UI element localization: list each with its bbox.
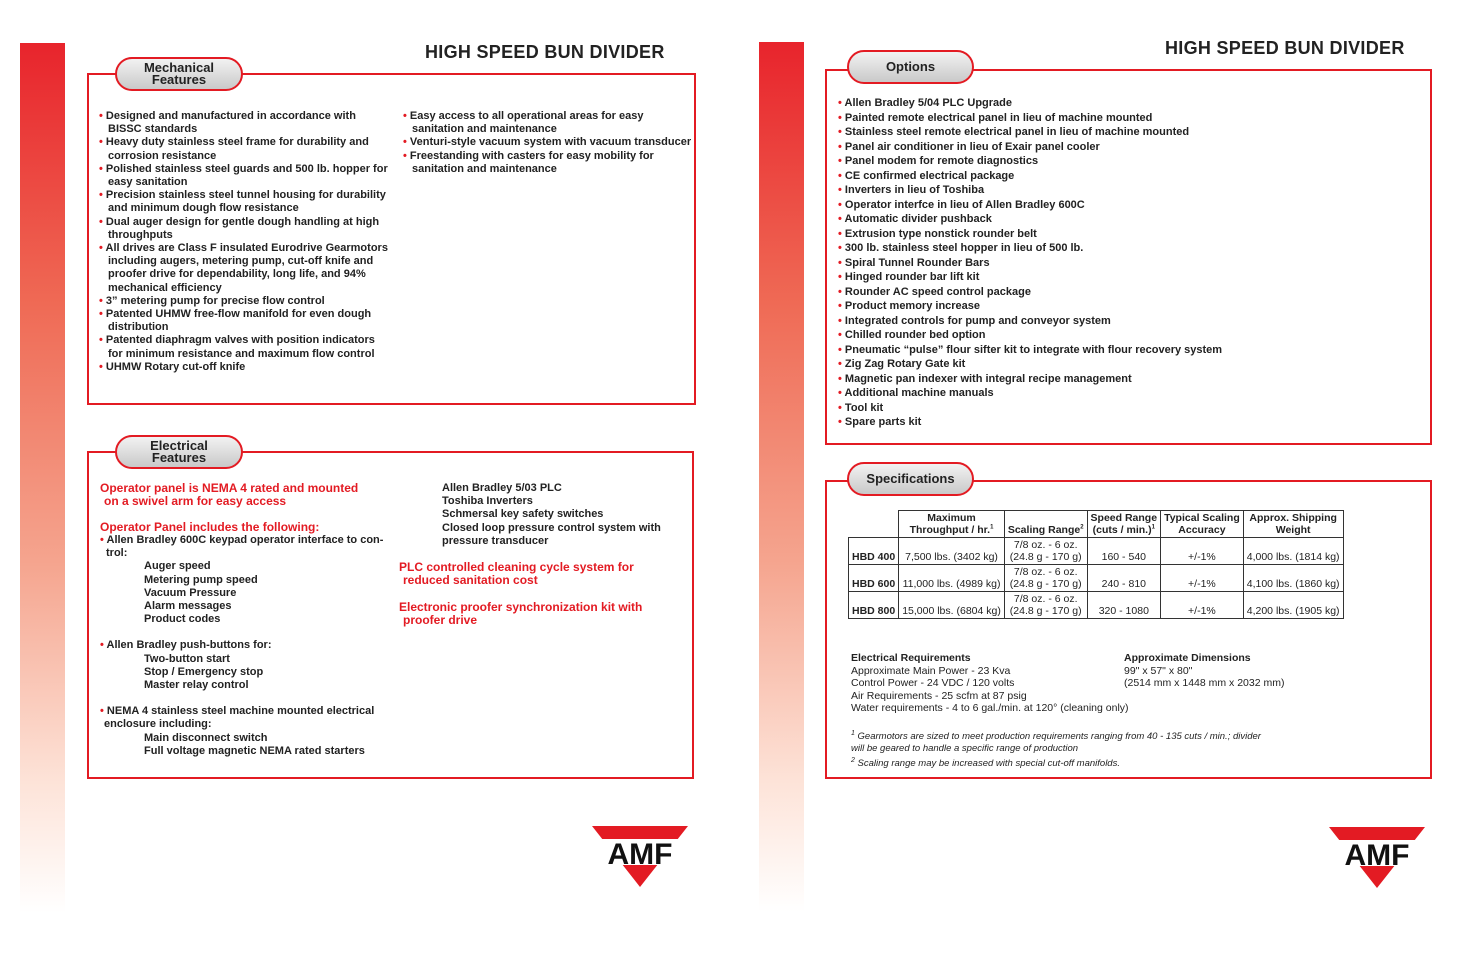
mechanical-features-label [115,57,243,91]
table-cell-accuracy: +/-1% [1161,592,1244,619]
mechanical-label-line1: Mechanical [143,60,215,75]
table-cell-speed: 160 - 540 [1087,538,1161,565]
electrical-item-1b: trol: [106,547,128,560]
options-label: Options [847,50,974,84]
table-cell-model: HBD 800 [849,592,899,619]
mechanical-feature-item: • Polished stainless steel guards and 500 lb. hopper for easy sanitation [99,162,388,189]
mechanical-feature-item: • All drives are Class F insulated Eurodrive Gearmotors including augers, metering pump, cut-off knife and proofer drive for dependability, long life, and 94% mechanical efficiency [99,242,388,294]
table-cell-throughput: 15,000 lbs. (6804 kg) [899,592,1005,619]
mechanical-feature-item: • Dual auger design for gentle dough handling at high throughputs [99,215,380,241]
specifications-label: Specifications [847,462,974,496]
electrical-heading-1b: on a swivel arm for easy access [104,494,287,508]
option-item: • Stainless steel remote electrical panel in lieu of machine mounted [838,126,1190,138]
electrical-requirements [851,652,1171,715]
electrical-label-line1: Electrical [150,438,208,453]
electrical-component: Toshiba Inverters [442,495,533,508]
footnote-2: $^2$ Scaling range may be increased with special cut-off manifolds. [851,757,1120,770]
table-cell-weight: 4,000 lbs. (1814 kg) [1243,538,1343,565]
electrical-label-line2: Features [151,450,207,465]
mechanical-feature-item: • Venturi-style vacuum system with vacuum transducer [403,136,692,149]
dimension-value: (2514 mm x 1448 mm x 2032 mm) [1124,677,1285,689]
mechanical-feature-item: • Easy access to all operational areas for easy sanitation and maintenance [403,110,644,136]
table-cell-speed: 240 - 810 [1087,565,1161,592]
table-header-cell: Scaling Range$^2$ [1004,511,1087,538]
option-item: • Spiral Tunnel Rounder Bars [838,256,990,269]
electrical-requirement: Approximate Main Power - 23 Kva [851,664,1011,677]
right-page-title: HIGH SPEED BUN DIVIDER [1165,38,1405,58]
option-item: • Panel modem for remote diagnostics [838,155,1039,167]
electrical-sub-list-1 [100,560,400,626]
mechanical-feature-item: • Heavy duty stainless steel frame for durability and corrosion resistance [99,136,369,162]
option-item: • Chilled rounder bed option [838,329,986,341]
left-page-title: HIGH SPEED BUN DIVIDER [425,42,665,62]
electrical-heading-2: Operator Panel includes the following: [100,520,320,534]
approximate-dimensions [1124,652,1344,690]
table-header-cell: Maximum Throughput / hr.$^1$ [899,511,1005,538]
electrical-requirements-list [851,665,1171,715]
electrical-component: Closed loop pressure control system with [442,521,661,534]
electrical-component: Schmersal key safety switches [442,508,604,521]
electrical-sub-item: Two-button start [144,652,230,665]
table-cell-throughput: 11,000 lbs. (4989 kg) [899,565,1005,592]
table-row [849,592,1344,619]
table-header-cell: Typical Scaling Accuracy [1161,511,1244,538]
electrical-sub-item: Main disconnect switch [144,731,268,744]
svg-text:AMF: AMF [607,838,673,871]
footnotes [851,728,1311,770]
mechanical-label-line2: Features [151,72,207,87]
option-item: • Additional machine manuals [838,387,994,399]
table-cell-throughput: 7,500 lbs. (3402 kg) [899,538,1005,565]
electrical-item-1: • Allen Bradley 600C keypad operator interface to con- [100,534,384,546]
option-item: • 300 lb. stainless steel hopper in lieu of 500 lb. [838,242,1084,254]
electrical-component-list [399,482,689,548]
electrical-sub-item: Metering pump speed [144,573,258,586]
electrical-sub-item: Full voltage magnetic NEMA rated starters [144,744,365,757]
electrical-item-3: • NEMA 4 stainless steel machine mounted electrical [100,705,375,718]
option-item: • Tool kit [838,401,884,414]
electrical-features-col2 [399,482,689,627]
mechanical-feature-item: • Freestanding with casters for easy mobility for sanitation and maintenance [403,149,654,175]
table-corner-cell [849,511,899,538]
electrical-sub-item: Auger speed [144,560,211,573]
table-cell-range: 7/8 oz. - 6 oz. (24.8 g - 170 g) [1004,592,1087,619]
electrical-component: Allen Bradley 5/03 PLC [442,482,562,494]
option-item: • Pneumatic “pulse” flour sifter kit to integrate with flour recovery system [838,343,1223,356]
mechanical-features-col1 [99,110,391,374]
electrical-sub-item: Vacuum Pressure [144,586,237,599]
electrical-sub-item: Product codes [144,613,221,626]
table-cell-weight: 4,200 lbs. (1905 kg) [1243,592,1343,619]
option-item: • Product memory increase [838,300,981,312]
electrical-item-2: • Allen Bradley push-buttons for: [100,639,272,652]
approximate-dimensions-title: Approximate Dimensions [1124,652,1251,664]
option-item: • Integrated controls for pump and conveyor system [838,314,1111,327]
electrical-sub-list-3 [100,732,400,758]
table-cell-model: HBD 400 [849,538,899,565]
table-cell-range: 7/8 oz. - 6 oz. (24.8 g - 170 g) [1004,565,1087,592]
table-row [849,565,1344,592]
electrical-item-3b: enclosure including: [104,718,212,731]
option-item: • Hinged rounder bar lift kit [838,271,980,283]
electrical-red-2b: reduced sanitation cost [403,573,538,588]
options-list [838,96,1222,430]
mechanical-features-col2 [403,110,695,176]
mechanical-feature-item: • 3” metering pump for precise flow control [99,294,325,307]
option-item: • Inverters in lieu of Toshiba [838,184,985,196]
electrical-requirement: Air Requirements - 25 scfm at 87 psig [851,689,1027,702]
svg-text:AMF: AMF [1344,839,1410,872]
option-item: • Panel air conditioner in lieu of Exair panel cooler [838,140,1100,153]
table-header-cell: Speed Range (cuts / min.)$^1$ [1087,511,1161,538]
electrical-features-col1 [100,482,400,758]
electrical-features-label [115,435,243,469]
electrical-sub-item: Master relay control [144,679,249,692]
mechanical-feature-item: • Precision stainless steel tunnel housing for durability and minimum dough flow resistance [99,189,386,215]
option-item: • Spare parts kit [838,416,922,428]
table-cell-speed: 320 - 1080 [1087,592,1161,619]
left-page-stripe [20,43,65,913]
option-item: • Allen Bradley 5/04 PLC Upgrade [838,97,1012,109]
option-item: • Zig Zag Rotary Gate kit [838,358,966,370]
table-cell-range: 7/8 oz. - 6 oz. (24.8 g - 170 g) [1004,538,1087,565]
option-item: • Automatic divider pushback [838,213,992,225]
electrical-requirement: Control Power - 24 VDC / 120 volts [851,677,1015,689]
mechanical-feature-item: • Patented UHMW free-flow manifold for even dough distribution [99,308,372,334]
mechanical-feature-item: • UHMW Rotary cut-off knife [99,360,246,373]
electrical-red-2a: PLC controlled cleaning cycle system for [399,560,634,575]
right-page-stripe [759,42,804,912]
mechanical-feature-item: • Designed and manufactured in accordance with BISSC standards [99,110,356,136]
electrical-red-3a: Electronic proofer synchronization kit with [399,600,643,615]
electrical-sub-item: Alarm messages [144,600,232,613]
amf-logo-right [1321,827,1433,889]
approximate-dimensions-list [1124,665,1344,690]
option-item: • Painted remote electrical panel in lieu of machine mounted [838,111,1153,124]
option-item: • CE confirmed electrical package [838,169,1015,182]
option-item: • Extrusion type nonstick rounder belt [838,227,1037,240]
amf-logo-left [584,826,696,888]
table-cell-accuracy: +/-1% [1161,565,1244,592]
electrical-requirement: Water requirements - 4 to 6 gal./min. at 120° (cleaning only) [851,702,1129,714]
electrical-sub-list-2 [100,653,400,693]
electrical-heading-1a: Operator panel is NEMA 4 rated and mounted [100,481,359,495]
option-item: • Operator interfce in lieu of Allen Bradley 600C [838,198,1085,211]
table-row [849,538,1344,565]
electrical-requirements-title: Electrical Requirements [851,652,971,664]
footnote-1a: $^1$ Gearmotors are sized to meet production requirements ranging from 40 - 135 cuts / min.; divider [851,730,1261,743]
electrical-sub-item: Stop / Emergency stop [144,665,264,678]
dimension-value: 99" x 57" x 80" [1124,664,1193,677]
electrical-red-3b: proofer drive [403,613,478,628]
table-cell-model: HBD 600 [849,565,899,592]
mechanical-feature-item: • Patented diaphragm valves with position indicators for minimum resistance and maximum flow control [99,334,375,360]
table-cell-weight: 4,100 lbs. (1860 kg) [1243,565,1343,592]
footnote-1b: will be geared to handle a specific range of production [851,743,1079,755]
specifications-table [848,510,1344,619]
table-header-row [849,511,1344,538]
option-item: • Rounder AC speed control package [838,285,1031,298]
table-header-cell: Approx. Shipping Weight [1243,511,1343,538]
table-cell-accuracy: +/-1% [1161,538,1244,565]
option-item: • Magnetic pan indexer with integral recipe management [838,372,1132,385]
electrical-component: pressure transducer [442,534,549,547]
